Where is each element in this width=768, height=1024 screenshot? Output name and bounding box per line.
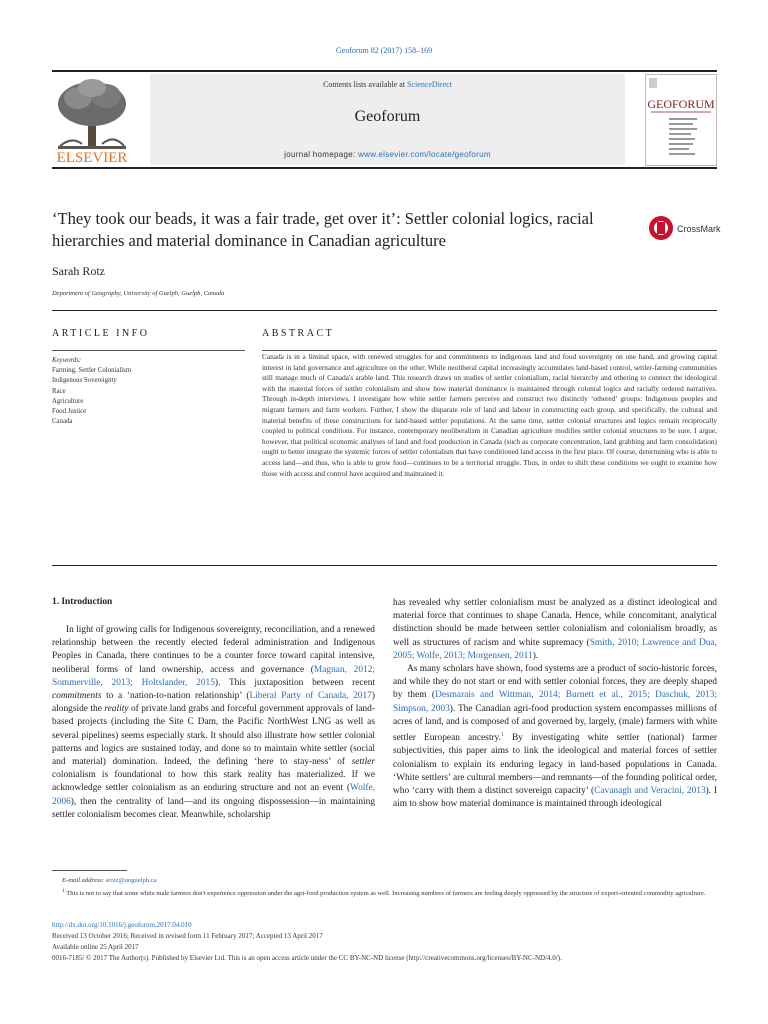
body-paragraph xyxy=(393,663,717,811)
citation-link[interactable]: Cavanagh and Veracini, 2013 xyxy=(594,785,706,796)
citation-link[interactable]: Liberal Party of Canada, 2017 xyxy=(249,691,372,702)
citation-link[interactable]: Wolfe, 2006 xyxy=(52,783,375,807)
license-statement: 0016-7185/ © 2017 The Author(s). Published by Elsevier Ltd. This is an open access article under the CC BY-NC-ND license (http://creativecommons.org/licenses/BY-NC-ND/4.0/). xyxy=(52,954,562,962)
crossmark-label: CrossMark xyxy=(677,224,721,234)
keyword-item: Agriculture xyxy=(52,397,84,405)
journal-homepage-link[interactable]: www.elsevier.com/locate/geoforum xyxy=(358,150,491,159)
article-info-divider xyxy=(52,350,245,351)
citation-link[interactable]: Magnan, 2012; Sommerville, 2013; Holtslander, 2015 xyxy=(52,664,375,688)
contents-prefix: Contents lists available at xyxy=(323,80,408,89)
title-divider xyxy=(52,310,717,311)
received-dates: Received 13 October 2016; Received in revised form 11 February 2017; Accepted 13 April 2017 xyxy=(52,932,323,940)
header-bottom-rule xyxy=(52,167,717,169)
text-run: As many scholars have shown, food systems are a product of socio-historic forces, and while they do not start or end with settler colonial forces, they are deeply shaped by them ( xyxy=(393,664,717,701)
article-title: ‘They took our beads, it was a fair trade, get over it’: Settler colonial logics, racial hierarchies and material dominance in Canadian agriculture xyxy=(52,209,594,250)
doi-link[interactable]: http://dx.doi.org/10.1016/j.geoforum.2017.04.010 xyxy=(52,921,192,929)
text-run: has revealed why settler colonialism must be analyzed as a distinct ideological and material force that continues to shape Canada. Hence, while concomitant, analytical distinction should be made between settler colonialism and colonialism broadly, as well as structures of racism and white supremacy ( xyxy=(393,598,717,648)
text-run: ). This juxtaposition between recent xyxy=(214,677,375,688)
emphasis: reality xyxy=(104,704,129,715)
text-run: colonialism is foundational to how this stark reality has materialized. If we acknowledge settler colonialism as an enduring structure and not an event ( xyxy=(52,770,375,794)
text-run: ). xyxy=(532,650,539,661)
text-run: By investigating white settler (national) farmer subjectivities, this paper aims to link the ideological and material forces of settler colonialism to explain its enduring legacy in land-based populations in Canada. ‘White settlers’ are cultural members—and remnants—of the founding political order, who ‘carry with them a distinct sovereign capacity’ ( xyxy=(393,733,718,796)
body-column-right xyxy=(393,597,717,811)
text-run: to a ‘nation-to-nation relationship’ ( xyxy=(101,691,250,702)
footnote-1 xyxy=(52,886,717,899)
footnote-text: This is not to say that some white male farmers don't experience oppression under the agri-food production system as well. Increasing numbers of farmers are feeling deeply oppressed by the structure of export-oriented commodity agriculture. xyxy=(66,890,706,898)
elsevier-wordmark: ELSEVIER xyxy=(56,150,128,166)
citation-link[interactable]: Smith, 2010; Lawrence and Dua, 2005; Wolfe, 2013; Morgensen, 2011 xyxy=(393,637,717,661)
journal-citation[interactable]: Geoforum 82 (2017) 158–169 xyxy=(335,46,433,55)
author-name[interactable]: Sarah Rotz xyxy=(52,264,105,278)
keyword-item: Race xyxy=(52,387,66,395)
keyword-item: Canada xyxy=(52,418,73,426)
body-paragraph xyxy=(393,597,717,663)
text-run: ). The Canadian agri-food production system encompasses millions of acres of land, and is composed of and governed by, largely, (male) farmers with white settler European ancestry. xyxy=(393,703,717,744)
author-email-line xyxy=(52,876,717,886)
citation-link[interactable]: Desmarais and Wittman, 2014; Burnett et al., 2015; Daschuk, 2013; Simpson, 2003 xyxy=(393,690,717,714)
keywords-block xyxy=(52,356,242,427)
abstract-divider xyxy=(262,350,717,351)
body-column-left xyxy=(52,624,375,822)
cover-title: GEOFORUM xyxy=(647,97,715,111)
abstract-text: Canada is in a liminal space, with renewed struggles for and commitments to indigenous land and food sovereignty on one hand, and growing capital interest in land governance and agriculture on the other. While neoliberal capital increasingly accumulates land-based control, settler-farming communities still manage much of Canada's arable land. This research draws on studies of settler colonialism, racial hierarchy and othering to connect the ideological with the material forces of settler colonialism and show how material dominance is maintained through colonial logics and racially ordered narratives. Through in-depth interviews, I investigate how white settler farmers perceive and construct two distinctly ‘othered’ groups: Indigenous peoples and migrant farmers and farm workers. Further, I show the disparate role of land and labour in constructing each group, and specifically, the cultural and material benefits of these constructions for land-based settler populations. At the same time, settler colonial structures and logics remain reciprocally coupled to political conditions. For instance, contemporary neoliberalism in Canadian agriculture modifies settler colonial structures to be sure. I argue, however, that political economic analyses of land and food production in Canada (such as corporate concentration, land grabbing and farm consolidation) ought to better integrate the systemic forces of settler colonialism that have conditioned land access in the first place. Of course, determining who is able to access land—and thus, who is able to grow food—continues to be a territorial struggle. Thus, in order to shift these conditions we ought to examine how those with access and control have acquired and maintained it. xyxy=(262,352,717,478)
footnote-divider xyxy=(52,870,127,871)
footnote-mark: 1 xyxy=(62,888,65,894)
text-run: of private land grabs and forceful government approvals of land-based projects (including the Site C Dam, the Pacific NorthWest LNG as well as several pipelines) seems especially stark. It should also illustrate how settler colonial patterns and logics are sustained today, and done so to maintain white settler (social and material) domination. Indeed, the defining ‘here to stay-ness’ of xyxy=(52,704,375,768)
text-run: ), then the centrality of land—and its ongoing dispossession—in maintaining settler colonialism becomes clear. Meanwhile, scholarship xyxy=(52,796,375,820)
crossmark-button[interactable] xyxy=(648,214,723,242)
email-label: E-mail address: xyxy=(62,877,106,884)
text-run: ). I aim to show how material dominance is maintained through ideological xyxy=(393,785,718,810)
sciencedirect-link[interactable]: ScienceDirect xyxy=(407,80,452,89)
emphasis: settler xyxy=(351,757,375,768)
journal-name: Geoforum xyxy=(354,108,421,125)
homepage-prefix: journal homepage: xyxy=(284,150,359,159)
crossmark-icon xyxy=(648,214,723,242)
section-heading-introduction: 1. Introduction xyxy=(52,597,113,607)
article-info-heading: ARTICLE INFO xyxy=(52,328,150,339)
header-top-rule xyxy=(52,70,717,167)
footnote-ref[interactable]: 1 xyxy=(500,732,504,739)
abstract-heading: ABSTRACT xyxy=(262,328,335,339)
abstract-bottom-divider xyxy=(52,565,717,566)
body-paragraph xyxy=(52,624,375,822)
author-affiliation: Department of Geography, University of Guelph, Guelph, Canada xyxy=(52,290,225,297)
keyword-item: Indigenous Sovereignty xyxy=(52,377,117,385)
footnotes-block xyxy=(52,876,717,899)
author-email-link[interactable]: srotz@uoguelph.ca xyxy=(105,877,157,884)
available-online-date: Available online 25 April 2017 xyxy=(52,943,139,951)
text-run: ) alongside the xyxy=(52,691,375,715)
keyword-item: Food Justice xyxy=(52,408,87,416)
text-run: In light of growing calls for Indigenous sovereignty, reconciliation, and a renewed relationship between the recently elected federal administration and Indigenous Peoples in Canada, there continues to be a counter force toward capital intensive, neoliberal forms of land ownership, access and governance ( xyxy=(52,625,375,675)
keyword-item: Farming, Settler Colonialism xyxy=(52,367,132,375)
emphasis: commitments xyxy=(52,691,102,702)
keywords-label: Keywords: xyxy=(52,357,82,364)
